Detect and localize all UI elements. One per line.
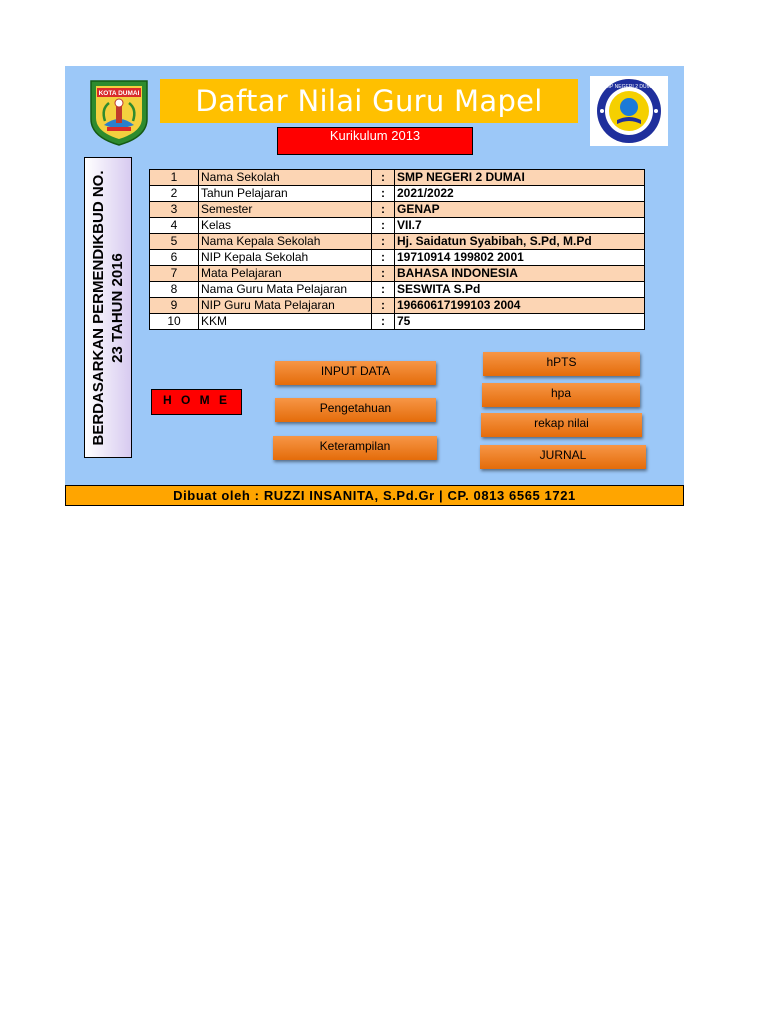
regulation-line-1: BERDASARKAN PERMENDIKBUD NO. xyxy=(90,170,107,446)
row-colon: : xyxy=(372,234,395,250)
row-label: Nama Guru Mata Pelajaran xyxy=(199,282,372,298)
table-row xyxy=(150,298,645,314)
row-label: Mata Pelajaran xyxy=(199,266,372,282)
table-row xyxy=(150,282,645,298)
table-row xyxy=(150,314,645,330)
table-row xyxy=(150,202,645,218)
row-colon: : xyxy=(372,186,395,202)
row-colon: : xyxy=(372,170,395,186)
logo-right-text: SMP NEGERI 2 DUMAI xyxy=(602,84,656,90)
table-row xyxy=(150,250,645,266)
row-label: KKM xyxy=(199,314,372,330)
table-row xyxy=(150,218,645,234)
table-row xyxy=(150,186,645,202)
row-number: 10 xyxy=(150,314,199,330)
row-number: 7 xyxy=(150,266,199,282)
row-value: SESWITA S.Pd xyxy=(395,282,645,298)
row-value: BAHASA INDONESIA xyxy=(395,266,645,282)
row-label: Kelas xyxy=(199,218,372,234)
home-button[interactable]: H O M E xyxy=(151,389,242,415)
row-value: VII.7 xyxy=(395,218,645,234)
regulation-text xyxy=(89,159,127,457)
row-number: 8 xyxy=(150,282,199,298)
hpts-button[interactable]: hPTS xyxy=(483,352,640,376)
row-label: Nama Sekolah xyxy=(199,170,372,186)
pengetahuan-button[interactable]: Pengetahuan xyxy=(275,398,436,422)
keterampilan-button[interactable]: Keterampilan xyxy=(273,436,437,460)
row-label: Nama Kepala Sekolah xyxy=(199,234,372,250)
school-seal-icon xyxy=(590,76,668,146)
row-label: Tahun Pelajaran xyxy=(199,186,372,202)
school-info-table xyxy=(149,169,645,330)
row-colon: : xyxy=(372,298,395,314)
row-number: 1 xyxy=(150,170,199,186)
row-colon: : xyxy=(372,202,395,218)
row-number: 3 xyxy=(150,202,199,218)
row-colon: : xyxy=(372,218,395,234)
row-colon: : xyxy=(372,250,395,266)
row-colon: : xyxy=(372,314,395,330)
row-value: 2021/2022 xyxy=(395,186,645,202)
regulation-side-label xyxy=(84,157,132,458)
row-value: 75 xyxy=(395,314,645,330)
row-colon: : xyxy=(372,266,395,282)
rekap-nilai-button[interactable]: rekap nilai xyxy=(481,413,642,437)
row-number: 9 xyxy=(150,298,199,314)
worksheet xyxy=(65,66,684,506)
jurnal-button[interactable]: JURNAL xyxy=(480,445,646,469)
row-value: GENAP xyxy=(395,202,645,218)
hpa-button[interactable]: hpa xyxy=(482,383,640,407)
logo-left-text: KOTA DUMAI xyxy=(98,90,140,97)
page-title-box xyxy=(160,79,578,123)
row-label: NIP Guru Mata Pelajaran xyxy=(199,298,372,314)
row-number: 6 xyxy=(150,250,199,266)
regulation-line-2: 23 TAHUN 2016 xyxy=(109,252,126,363)
row-value: 19660617199103 2004 xyxy=(395,298,645,314)
footer-credit: Dibuat oleh : RUZZI INSANITA, S.Pd.Gr | CP. 0813 6565 1721 xyxy=(65,485,684,506)
row-number: 4 xyxy=(150,218,199,234)
row-colon: : xyxy=(372,282,395,298)
input-data-button[interactable]: INPUT DATA xyxy=(275,361,436,385)
row-value: Hj. Saidatun Syabibah, S.Pd, M.Pd xyxy=(395,234,645,250)
row-value: 19710914 199802 2001 xyxy=(395,250,645,266)
row-number: 2 xyxy=(150,186,199,202)
table-row xyxy=(150,170,645,186)
kota-dumai-logo-icon xyxy=(87,79,151,147)
table-row xyxy=(150,234,645,250)
row-value: SMP NEGERI 2 DUMAI xyxy=(395,170,645,186)
row-number: 5 xyxy=(150,234,199,250)
table-row xyxy=(150,266,645,282)
row-label: Semester xyxy=(199,202,372,218)
curriculum-label: Kurikulum 2013 xyxy=(277,127,473,155)
row-label: NIP Kepala Sekolah xyxy=(199,250,372,266)
page-title: Daftar Nilai Guru Mapel xyxy=(195,84,543,118)
